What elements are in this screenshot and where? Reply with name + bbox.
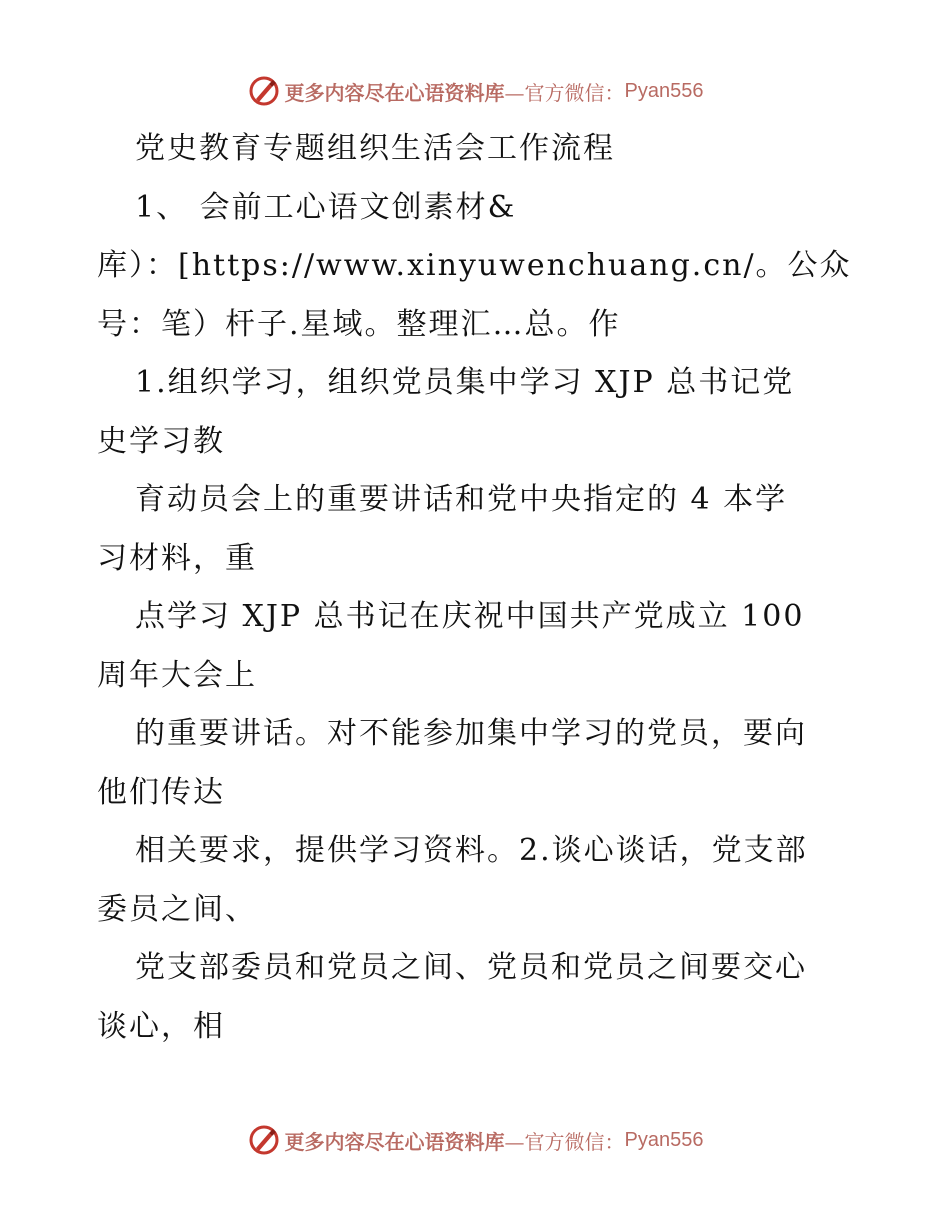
text-line: 习材料，重 bbox=[97, 540, 257, 576]
document-title: 党史教育专题组织生活会工作流程 bbox=[135, 131, 615, 166]
pen-logo-icon bbox=[247, 74, 281, 108]
text-line: 委员之间、 bbox=[97, 891, 257, 927]
text-line: 的重要讲话。对不能参加集中学习的党员，要向 bbox=[135, 716, 807, 751]
text-line: 育动员会上的重要讲话和党中央指定的 4 本学 bbox=[135, 482, 788, 517]
banner-separator-text: —官方微信： bbox=[504, 80, 625, 105]
text-line: 库）：[https://www.xinyuwenchuang.cn/。公众 bbox=[97, 248, 852, 283]
text-line: 他们传达 bbox=[97, 774, 225, 810]
text-line: 周年大会上 bbox=[97, 657, 257, 693]
banner-main-text: 更多内容尽在心语资料库 bbox=[284, 80, 505, 105]
text-line: 史学习教 bbox=[97, 423, 225, 459]
banner-main-text: 更多内容尽在心语资料库 bbox=[284, 1129, 505, 1154]
text-line: 党支部委员和党员之间、党员和党员之间要交心 bbox=[135, 950, 807, 985]
text-line: 号：笔）杆子.星域。整理汇…总。作 bbox=[97, 306, 621, 342]
header-banner bbox=[0, 71, 950, 111]
banner-account-text: Pyan556 bbox=[624, 1128, 704, 1151]
text-line: 谈心，相 bbox=[97, 1008, 225, 1044]
text-line: 1、 会前工心语文创素材& bbox=[135, 189, 517, 225]
text-line: 相关要求，提供学习资料。2.谈心谈话，党支部 bbox=[135, 833, 808, 868]
document-body bbox=[97, 120, 852, 1056]
banner-account-text: Pyan556 bbox=[624, 79, 704, 102]
banner-separator-text: —官方微信： bbox=[504, 1129, 625, 1154]
footer-banner bbox=[0, 1120, 950, 1160]
pen-logo-icon bbox=[247, 1123, 281, 1157]
text-line: 1.组织学习，组织党员集中学习 XJP 总书记党 bbox=[135, 365, 795, 400]
text-line: 点学习 XJP 总书记在庆祝中国共产党成立 100 bbox=[135, 599, 805, 634]
